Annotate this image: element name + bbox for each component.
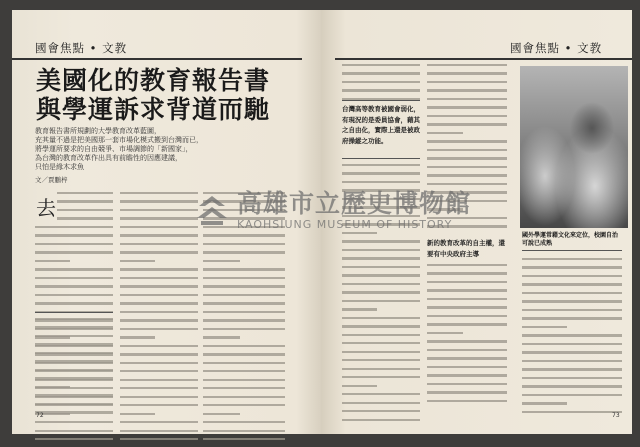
text-line — [427, 123, 507, 125]
text-line — [57, 209, 113, 211]
text-line — [203, 404, 285, 406]
text-line — [427, 366, 507, 368]
text-line — [35, 377, 113, 379]
text-line — [342, 368, 420, 370]
text-line — [203, 294, 285, 296]
text-line — [120, 379, 198, 381]
text-line — [120, 396, 198, 398]
text-line — [35, 226, 113, 228]
text-line — [342, 274, 420, 276]
text-line — [427, 357, 507, 359]
text-line — [522, 411, 622, 413]
text-line — [427, 315, 507, 317]
text-line — [522, 292, 622, 294]
text-line — [342, 89, 420, 91]
text-line — [35, 411, 113, 413]
right-col-2b — [427, 264, 507, 408]
text-line — [342, 317, 420, 319]
text-line — [522, 402, 567, 404]
text-line — [427, 323, 507, 325]
divider — [522, 250, 622, 251]
text-line — [427, 272, 507, 274]
text-line — [427, 383, 507, 385]
text-line — [522, 394, 622, 396]
text-line — [203, 311, 285, 313]
text-line — [427, 149, 507, 151]
text-line — [35, 268, 113, 270]
text-line — [342, 64, 420, 66]
text-line — [203, 413, 240, 415]
text-line — [427, 157, 507, 159]
text-line — [120, 421, 198, 423]
drop-cap: 去 — [36, 196, 56, 220]
text-line — [342, 164, 420, 166]
right-page-number: 73 — [612, 412, 620, 419]
text-line — [522, 258, 622, 260]
text-line — [342, 351, 420, 353]
watermark-name-en: KAOHSIUNG MUSEUM OF HISTORY — [237, 218, 453, 231]
text-line — [35, 251, 113, 253]
pull-quote: 台灣高等教育被國會弱化，有現況的是委員協會，藉其之自由化，實際上還是被政府操縱之功能。 — [342, 105, 420, 145]
text-line — [427, 64, 507, 66]
text-line — [342, 410, 420, 412]
text-line — [57, 217, 113, 219]
text-line — [342, 308, 377, 310]
text-line — [342, 300, 420, 302]
text-line — [120, 285, 198, 287]
text-line — [35, 403, 113, 405]
text-line — [120, 217, 198, 219]
text-line — [120, 404, 198, 406]
text-line — [57, 192, 113, 194]
text-line — [35, 421, 113, 423]
title-line-2: 與學運訴求背道而馳 — [36, 95, 271, 124]
text-line — [120, 268, 198, 270]
museum-logo-icon — [195, 194, 229, 228]
text-line — [203, 421, 285, 423]
article-title — [36, 66, 270, 124]
title-line-1: 美國化的教育報告書 — [36, 66, 271, 95]
text-line — [203, 319, 285, 321]
text-line — [203, 379, 285, 381]
text-line — [35, 243, 113, 245]
text-line — [120, 243, 198, 245]
text-line — [35, 360, 113, 362]
divider — [35, 312, 113, 313]
text-line — [203, 268, 285, 270]
text-line — [203, 362, 285, 364]
text-line — [342, 72, 420, 74]
author-byline: 文／賈鵬梓 — [35, 176, 68, 184]
text-line — [427, 400, 507, 402]
text-line — [120, 311, 198, 313]
text-line — [427, 391, 507, 393]
text-line — [427, 72, 507, 74]
text-line — [120, 336, 155, 338]
text-line — [203, 302, 285, 304]
text-line — [427, 140, 507, 142]
text-line — [57, 200, 113, 202]
left-header-rule — [12, 58, 302, 60]
text-line — [342, 385, 377, 387]
museum-watermark — [195, 190, 471, 231]
text-line — [203, 396, 285, 398]
text-line — [35, 352, 113, 354]
right-header-rule — [335, 58, 632, 60]
text-line — [522, 275, 622, 277]
text-line — [35, 260, 70, 262]
text-line — [427, 115, 507, 117]
subtitle-line: 充其量不過是把美國那一套市場化模式搬到台灣而已， — [35, 136, 203, 144]
text-line — [522, 343, 622, 345]
text-line — [120, 294, 198, 296]
text-line — [120, 260, 155, 262]
text-line — [342, 419, 420, 421]
text-line — [203, 234, 285, 236]
text-line — [120, 234, 198, 236]
text-line — [35, 386, 70, 388]
text-line — [120, 302, 198, 304]
text-line — [35, 234, 113, 236]
text-line — [427, 281, 507, 283]
text-line — [427, 340, 507, 342]
text-line — [120, 345, 198, 347]
text-line — [120, 362, 198, 364]
divider — [342, 100, 420, 101]
text-line — [342, 402, 420, 404]
text-line — [427, 89, 507, 91]
text-line — [427, 306, 507, 308]
text-line — [342, 181, 420, 183]
text-line — [522, 377, 622, 379]
text-line — [203, 370, 285, 372]
text-line — [342, 257, 420, 259]
text-line — [120, 370, 198, 372]
text-line — [342, 249, 420, 251]
right-col-3 — [522, 258, 622, 419]
text-line — [203, 430, 285, 432]
text-line — [203, 328, 285, 330]
text-line — [522, 351, 622, 353]
text-line — [35, 326, 113, 328]
pull-quote-2: 新的教育改革的自主權，還要有中央政府主導 — [427, 239, 505, 258]
text-line — [120, 192, 198, 194]
text-line — [427, 374, 507, 376]
text-line — [203, 251, 285, 253]
student-protest-photo — [520, 66, 628, 228]
text-line — [35, 302, 113, 304]
left-col-1b — [35, 318, 113, 420]
text-line — [427, 106, 507, 108]
text-line — [120, 319, 198, 321]
text-line — [522, 360, 622, 362]
text-line — [342, 342, 420, 344]
text-line — [35, 318, 113, 320]
text-line — [203, 353, 285, 355]
text-line — [427, 289, 507, 291]
photo-caption: 國外學運常藉文化來定位，校園自治可說已成熟 — [522, 232, 619, 247]
subtitle-line: 只怕是緣木求魚 — [35, 163, 84, 171]
text-line — [120, 413, 155, 415]
text-line — [120, 430, 198, 432]
text-line — [522, 283, 622, 285]
text-line — [35, 335, 113, 337]
text-line — [342, 266, 420, 268]
text-line — [120, 438, 198, 440]
watermark-name-zh: 高雄市立歷史博物館 — [237, 189, 472, 218]
text-line — [203, 336, 240, 338]
text-line — [35, 294, 113, 296]
subtitle-line: 將學運所要求的自由競爭、市場調節的「新國家」， — [35, 145, 193, 153]
text-line — [522, 326, 567, 328]
text-line — [342, 172, 420, 174]
text-line — [342, 291, 420, 293]
divider — [342, 158, 420, 159]
text-line — [342, 376, 420, 378]
text-line — [522, 309, 622, 311]
text-line — [120, 328, 198, 330]
left-col-2 — [120, 192, 198, 447]
text-line — [427, 332, 463, 334]
text-line — [120, 277, 198, 279]
text-line — [427, 183, 507, 185]
subtitle-line: 教育報告書所規劃的大學教育改革藍圖， — [35, 127, 161, 135]
text-line — [35, 277, 113, 279]
text-line — [427, 81, 507, 83]
text-line — [427, 98, 507, 100]
text-line — [427, 132, 463, 134]
text-line — [342, 283, 420, 285]
text-line — [120, 251, 198, 253]
text-line — [342, 232, 377, 234]
text-line — [35, 430, 113, 432]
text-line — [120, 209, 198, 211]
text-line — [522, 385, 622, 387]
text-line — [120, 200, 198, 202]
text-line — [522, 334, 622, 336]
text-line — [35, 343, 113, 345]
text-line — [427, 349, 507, 351]
text-line — [427, 264, 507, 266]
text-line — [522, 317, 622, 319]
text-line — [203, 438, 285, 440]
right-section-header: 國會焦點 • 文教 — [510, 41, 603, 55]
text-line — [522, 368, 622, 370]
text-line — [35, 438, 113, 440]
text-line — [203, 277, 285, 279]
text-line — [342, 334, 420, 336]
text-line — [342, 393, 420, 395]
text-line — [342, 81, 420, 83]
left-section-header: 國會焦點 • 文教 — [35, 41, 128, 55]
text-line — [35, 285, 113, 287]
text-line — [203, 243, 285, 245]
text-line — [120, 387, 198, 389]
text-line — [35, 394, 113, 396]
text-line — [427, 174, 507, 176]
text-line — [427, 298, 507, 300]
text-line — [342, 240, 420, 242]
text-line — [203, 285, 285, 287]
text-line — [522, 300, 622, 302]
text-line — [427, 166, 507, 168]
text-line — [342, 325, 420, 327]
subtitle-line: 為台灣的教育改革作出具有前瞻性的因應建議， — [35, 154, 182, 162]
text-line — [120, 353, 198, 355]
text-line — [342, 359, 420, 361]
text-line — [203, 260, 240, 262]
text-line — [522, 266, 622, 268]
text-line — [203, 345, 285, 347]
text-line — [35, 369, 113, 371]
text-line — [120, 226, 198, 228]
article-subtitle — [35, 127, 203, 172]
text-line — [203, 387, 285, 389]
left-page-number: 72 — [36, 412, 44, 419]
